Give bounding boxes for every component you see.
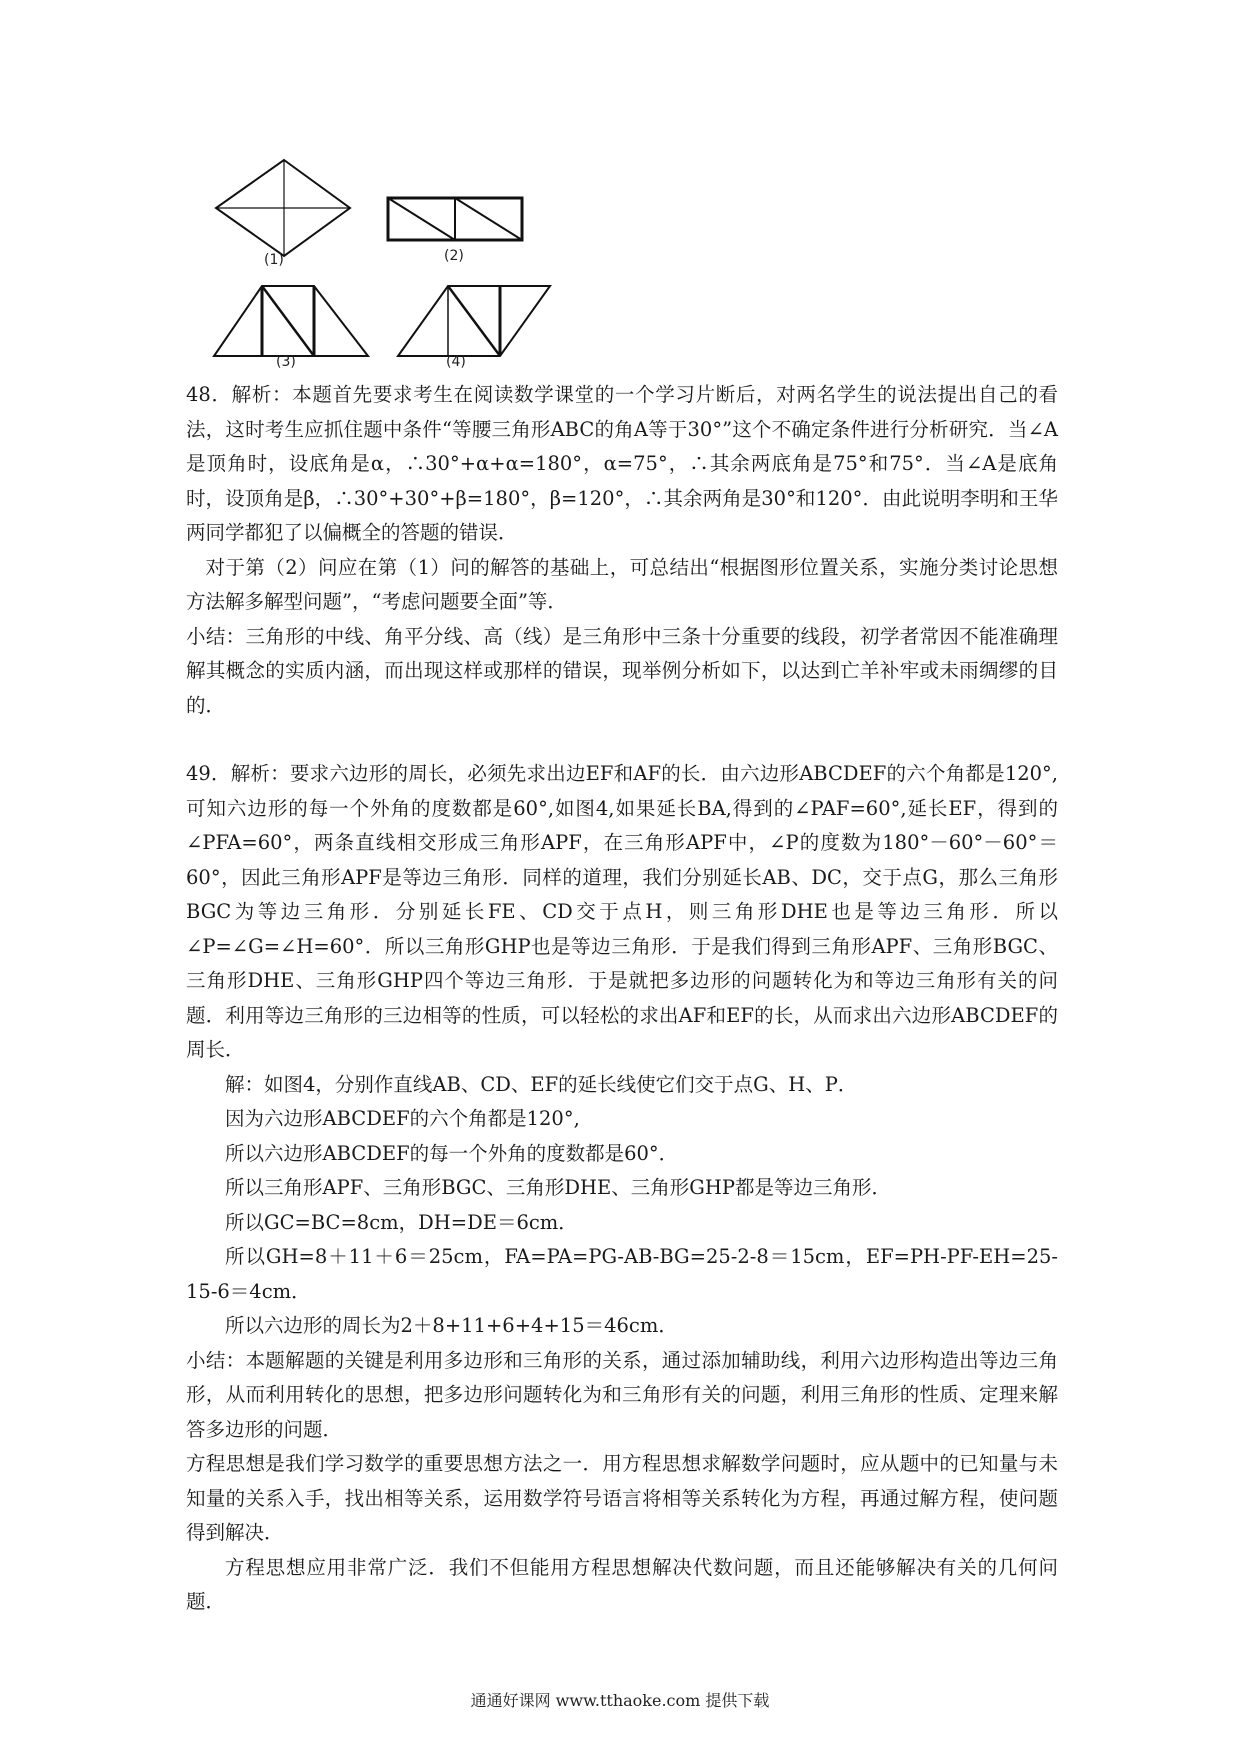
paragraph-summary-2: 小结：本题解题的关键是利用多边形和三角形的关系，通过添加辅助线，利用六边形构造出等边三角形，从而利用转化的思想，把多边形问题转化为和三角形有关的问题，利用三角形的性质、定理来解答多边形的问题． xyxy=(186,1348,1058,1441)
paragraph-equation-thinking: 方程思想是我们学习数学的重要思想方法之一．用方程思想求解数学问题时，应从题中的已知量与未知量的关系入手，找出相等关系，运用数学符号语言将相等关系转化为方程，再通过解方程，使问题得到解决． xyxy=(186,1452,1058,1544)
paragraph-equation-application: 方程思想应用非常广泛．我们不但能用方程思想解决代数问题，而且还能够解决有关的几何问题． xyxy=(186,1555,1058,1613)
figure-1-caption: (1) xyxy=(264,252,284,268)
paragraph-48-part2: 对于第（2）问应在第（1）问的解答的基础上，可总结出“根据图形位置关系，实施分类讨论思想方法解多解型问题”，“考虑问题要全面”等． xyxy=(186,555,1058,613)
solution-line-3: 所以六边形ABCDEF的每一个外角的度数都是60°． xyxy=(225,1141,679,1165)
paragraph-summary-1: 小结：三角形的中线、角平分线、高（线）是三角形中三条十分重要的线段，初学者常因不能准确理解其概念的实质内涵，而出现这样或那样的错误，现举例分析如下，以达到亡羊补牢或未雨绸缪的目的． xyxy=(186,624,1058,717)
solution-line-7: 所以六边形的周长为2＋8+11+6+4+15＝46cm． xyxy=(225,1314,678,1337)
page-footer: 通通好课网 www.tthaoke.com 提供下载 xyxy=(470,1691,770,1710)
figure-4-parallelogram xyxy=(396,284,554,360)
main-text xyxy=(186,378,1058,1620)
figure-3-trapezoid xyxy=(212,284,372,360)
figure-1-rhombus xyxy=(210,158,360,258)
figure-3-caption: (3) xyxy=(276,354,296,370)
solution-line-4: 所以三角形APF、三角形BGC、三角形DHE、三角形GHP都是等边三角形． xyxy=(225,1176,891,1199)
paragraph-48-analysis: 48．解析：本题首先要求考生在阅读数学课堂的一个学习片断后，对两名学生的说法提出自己的看法，这时考生应抓住题中条件“等腰三角形ABC的角A等于30°”这个不确定条件进行分析研究．当∠A是顶角时，设底角是α，∴30°+α+α=180°，α=75°，∴其余两底角是75°和75°．当∠A是底角时，设顶角是β，∴30°+30°+β=180°，β=120°，∴其余两角是30°和120°．由此说明李明和王华两同学都犯了以偏概全的答题的错误． xyxy=(186,383,1058,544)
paragraph-49-analysis: 49．解析：要求六边形的周长，必须先求出边EF和AF的长．由六边形ABCDEF的六个角都是120°,可知六边形的每一个外角的度数都是60°,如图4,如果延长BA,得到的∠PAF=60°,延长EF，得到的∠PFA=60°，两条直线相交形成三角形APF，在三角形APF中，∠P的度数为180°－60°－60°＝60°，因此三角形APF是等边三角形．同样的道理，我们分别延长AB、DC，交于点G，那么三角形BGC为等边三角形．分别延长FE、CD交于点H，则三角形DHE也是等边三角形．所以∠P=∠G=∠H=60°．所以三角形GHP也是等边三角形．于是我们得到三角形APF、三角形BGC、三角形DHE、三角形GHP四个等边三角形．于是就把多边形的问题转化为和等边三角形有关的问题．利用等边三角形的三边相等的性质，可以轻松的求出AF和EF的长，从而求出六边形ABCDEF的周长． xyxy=(186,762,1058,1061)
solution-line-5: 所以GC=BC=8cm，DH=DE＝6cm． xyxy=(225,1210,578,1234)
solution-line-6: 所以GH=8＋11＋6＝25cm，FA=PA=PG-AB-BG=25-2-8＝15cm，EF=PH-PF-EH=25-15-6＝4cm． xyxy=(186,1245,1058,1303)
solution-line-1: 解：如图4，分别作直线AB、CD、EF的延长线使它们交于点G、H、P． xyxy=(225,1072,858,1096)
solution-line-2: 因为六边形ABCDEF的六个角都是120°, xyxy=(225,1107,580,1130)
figure-2-rectangle xyxy=(386,196,526,246)
figure-4-caption: (4) xyxy=(446,354,466,370)
figure-2-caption: (2) xyxy=(444,248,464,264)
